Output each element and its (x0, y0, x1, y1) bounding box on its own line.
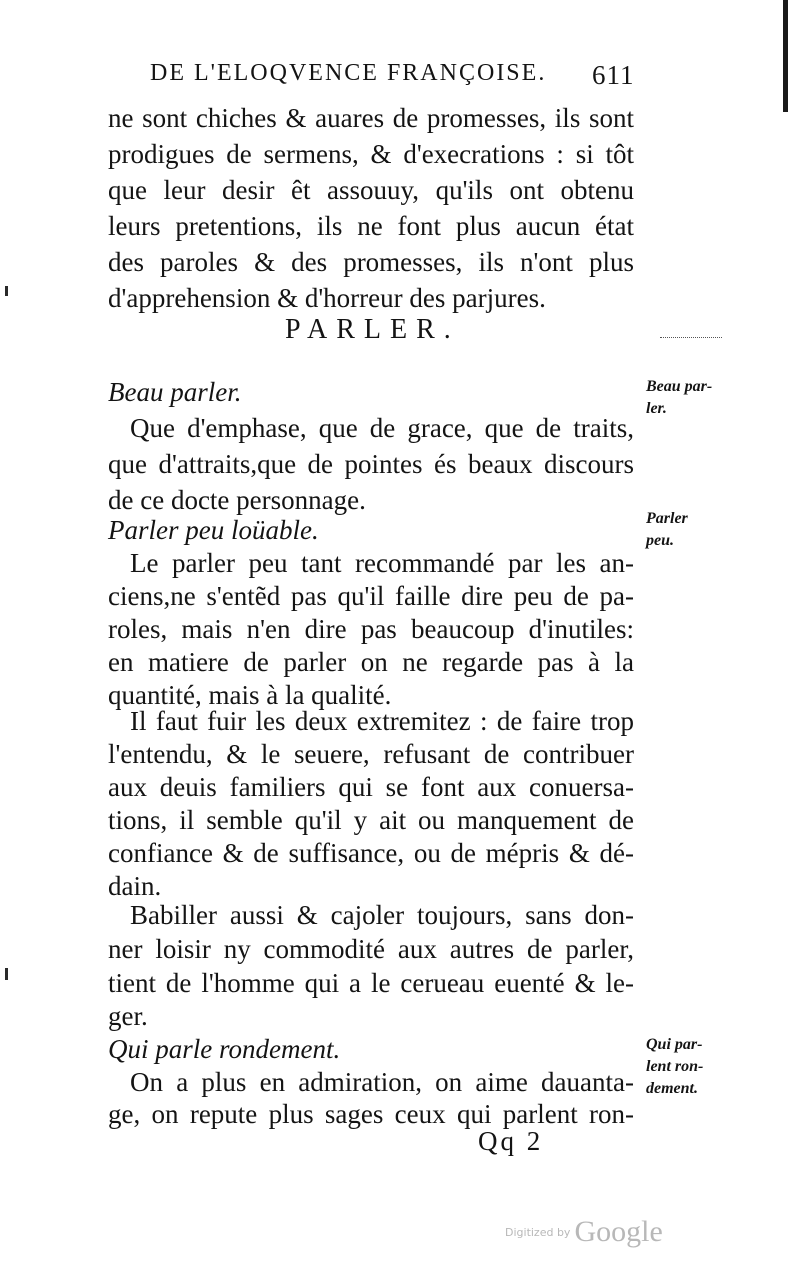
signature-mark: Qq 2 (478, 1126, 544, 1156)
margin-speck (5, 968, 8, 980)
running-header (150, 60, 670, 92)
text-line: Il faut fuir les deux extremitez : de faire trop (130, 706, 634, 736)
watermark-caption: Digitized by (505, 1225, 571, 1239)
text-line: de ce docte personnage. (108, 485, 366, 515)
margin-note-line: dement. (646, 1080, 698, 1097)
margin-note-line: Beau par- (646, 378, 713, 395)
text-line: Le parler peu tant recommandé par les an- (130, 548, 634, 578)
text-line: confiance & de suffisance, ou de mépris & dé- (108, 838, 634, 868)
text-line: ger. (108, 1001, 148, 1031)
digitizer-watermark (505, 1215, 663, 1249)
text-line: quantité, mais à la qualité. (108, 680, 392, 710)
margin-speck (5, 286, 8, 296)
section-title: PARLER. (285, 314, 460, 345)
text-line: On a plus en admiration, on aime dauanta- (130, 1067, 634, 1097)
text-line: roles, mais n'en dire pas beaucoup d'inutiles: (108, 614, 634, 644)
page-edge-shadow (783, 0, 788, 112)
margin-note-line: peu. (646, 532, 674, 549)
text-line: d'apprehension & d'horreur des parjures. (108, 283, 546, 313)
text-line: ne sont chiches & auares de promesses, ils sont (108, 103, 634, 133)
text-line: ner loisir ny commodité aux autres de parler, (108, 934, 634, 964)
text-line: prodigues de sermens, & d'execrations : si tôt (108, 139, 634, 169)
margin-note-line: Parler (646, 510, 688, 527)
text-line: aux deuis familiers qui se font aux conuersa- (108, 772, 634, 802)
subheading-parler-peu: Parler peu loüable. (108, 515, 319, 545)
subheading-qui-parle: Qui parle rondement. (108, 1034, 341, 1064)
text-line: tient de l'homme qui a le cerueau euenté & le- (108, 968, 634, 998)
margin-note-qui-parle (646, 1034, 703, 1100)
margin-note-parler-peu (646, 508, 688, 552)
page-number: 611 (592, 60, 635, 90)
text-line: que d'attraits,que de pointes és beaux discours (108, 449, 634, 479)
text-line: ge, on repute plus sages ceux qui parlent ron- (108, 1099, 634, 1129)
text-line: l'entendu, & le seuere, refusant de contribuer (108, 739, 634, 769)
margin-note-line: lent ron- (646, 1058, 704, 1075)
text-line: tions, il semble qu'il y ait ou manquement de (108, 805, 634, 835)
text-line: leurs pretentions, ils ne font plus aucun état (108, 211, 634, 241)
text-line: que leur desir êt assouuy, qu'ils ont obtenu (108, 175, 634, 205)
google-logo: Google (574, 1215, 663, 1248)
subheading-beau-parler: Beau parler. (108, 377, 242, 407)
text-line: ciens,ne s'entẽd pas qu'il faille dire peu de pa- (108, 581, 634, 611)
text-line: Que d'emphase, que de grace, que de traits, (130, 413, 634, 443)
text-line: des paroles & des promesses, ils n'ont plus (108, 247, 634, 277)
margin-note-beau-parler (646, 376, 712, 420)
margin-note-line: ler. (646, 400, 667, 417)
running-title: DE L'ELOQVENCE FRANÇOISE. (150, 60, 547, 86)
text-line: dain. (108, 871, 162, 901)
margin-scribble (660, 337, 722, 338)
text-line: Babiller aussi & cajoler toujours, sans don- (130, 900, 634, 930)
margin-note-line: Qui par- (646, 1036, 703, 1053)
text-line: en matiere de parler on ne regarde pas à la (108, 647, 634, 677)
